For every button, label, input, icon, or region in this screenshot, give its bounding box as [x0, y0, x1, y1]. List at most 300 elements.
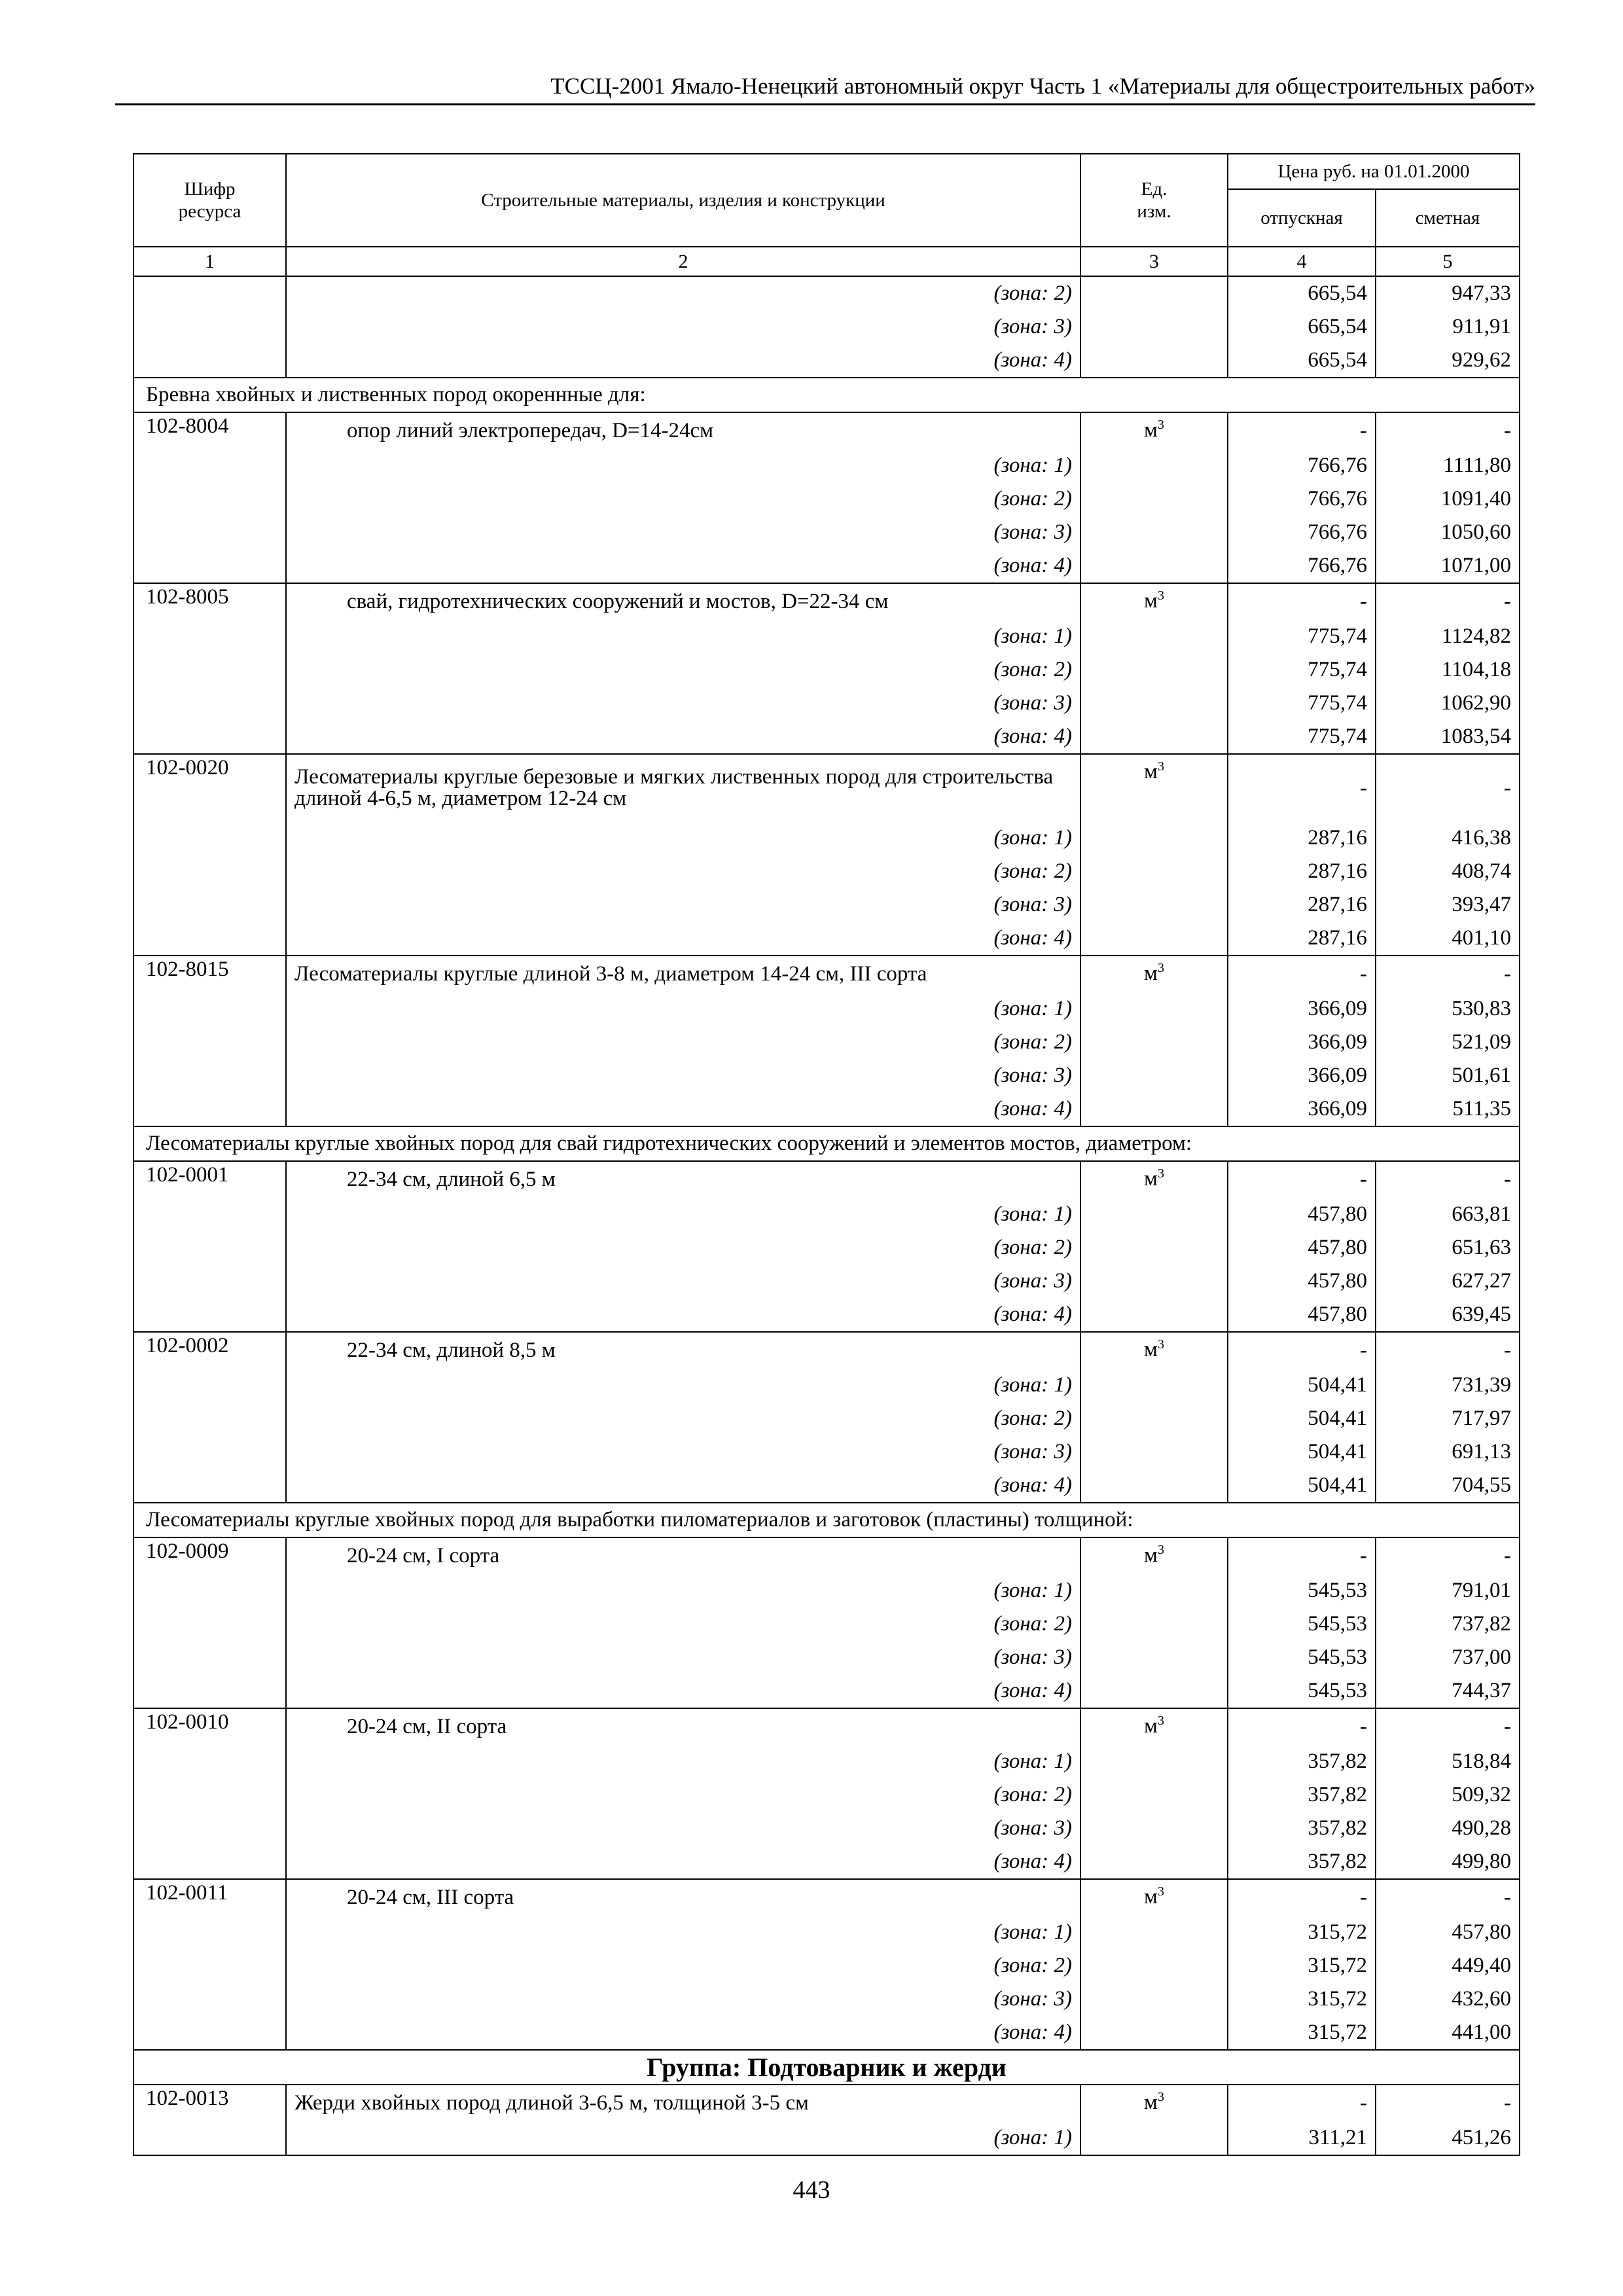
- zone-label: (зона: 3): [286, 687, 1080, 720]
- release-price: 766,76: [1228, 549, 1376, 583]
- estimate-price: 441,00: [1376, 2016, 1520, 2050]
- zone-label: (зона: 1): [286, 449, 1080, 482]
- zone-row: [134, 1845, 1520, 1879]
- estimate-price: -: [1376, 754, 1520, 821]
- zone-row: [134, 1949, 1520, 1982]
- estimate-price: 511,35: [1376, 1092, 1520, 1126]
- release-price: 366,09: [1228, 1092, 1376, 1126]
- item-row: [134, 1161, 1520, 1198]
- resource-code-empty: [134, 310, 286, 344]
- zone-label: (зона: 2): [286, 1949, 1080, 1982]
- unit-empty: [1080, 1435, 1228, 1469]
- section-row: [134, 1126, 1520, 1161]
- release-price: 287,16: [1228, 888, 1376, 922]
- unit-empty: [1080, 888, 1228, 922]
- zone-row: [134, 888, 1520, 922]
- zone-row: [134, 1778, 1520, 1812]
- estimate-price: 451,26: [1376, 2121, 1520, 2155]
- zone-row: [134, 1092, 1520, 1126]
- zone-row: [134, 992, 1520, 1026]
- zone-label: (зона: 4): [286, 549, 1080, 583]
- zone-label: (зона: 4): [286, 1298, 1080, 1332]
- resource-code-empty: [134, 1298, 286, 1332]
- resource-code-empty: [134, 1949, 286, 1982]
- unit-empty: [1080, 1298, 1228, 1332]
- unit-empty: [1080, 1026, 1228, 1059]
- zone-label: (зона: 2): [286, 653, 1080, 687]
- estimate-price: 791,01: [1376, 1574, 1520, 1607]
- estimate-price: -: [1376, 1161, 1520, 1198]
- estimate-price: -: [1376, 956, 1520, 992]
- estimate-price: 1062,90: [1376, 687, 1520, 720]
- release-price: 287,16: [1228, 922, 1376, 956]
- resource-code: 102-0009: [134, 1537, 286, 1574]
- estimate-price: 416,38: [1376, 821, 1520, 855]
- zone-row: [134, 344, 1520, 378]
- unit-label: м: [1144, 760, 1158, 783]
- unit-empty: [1080, 1982, 1228, 2016]
- unit-empty: [1080, 276, 1228, 310]
- resource-code-empty: [134, 1607, 286, 1641]
- zone-label: (зона: 3): [286, 1265, 1080, 1298]
- resource-code-empty: [134, 1745, 286, 1778]
- item-row: [134, 1332, 1520, 1369]
- unit-cell: [1080, 583, 1228, 620]
- release-price: 665,54: [1228, 344, 1376, 378]
- zone-row: [134, 1812, 1520, 1845]
- unit-exponent: 3: [1157, 759, 1164, 774]
- item-row: [134, 583, 1520, 620]
- running-header: [115, 71, 1535, 105]
- zone-label: (зона: 4): [286, 1092, 1080, 1126]
- resource-code-empty: [134, 1265, 286, 1298]
- zone-label: (зона: 1): [286, 620, 1080, 653]
- unit-empty: [1080, 1916, 1228, 1949]
- resource-code-empty: [134, 1674, 286, 1708]
- unit-cell: [1080, 2085, 1228, 2121]
- unit-label: м: [1144, 1167, 1158, 1191]
- estimate-price: 737,82: [1376, 1607, 1520, 1641]
- zone-label: (зона: 3): [286, 1812, 1080, 1845]
- col-number: 5: [1376, 247, 1520, 276]
- unit-exponent: 3: [1157, 1166, 1164, 1181]
- release-price: 457,80: [1228, 1231, 1376, 1265]
- unit-empty: [1080, 549, 1228, 583]
- header-estimate: сметная: [1376, 189, 1520, 247]
- unit-exponent: 3: [1157, 2090, 1164, 2104]
- estimate-price: 704,55: [1376, 1469, 1520, 1503]
- estimate-price: 627,27: [1376, 1265, 1520, 1298]
- release-price: -: [1228, 1332, 1376, 1369]
- resource-code-empty: [134, 992, 286, 1026]
- release-price: 665,54: [1228, 310, 1376, 344]
- estimate-price: -: [1376, 583, 1520, 620]
- unit-label: м: [1144, 1714, 1158, 1738]
- zone-label: (зона: 3): [286, 310, 1080, 344]
- estimate-price: 691,13: [1376, 1435, 1520, 1469]
- resource-code: 102-0002: [134, 1332, 286, 1369]
- unit-exponent: 3: [1157, 1884, 1164, 1899]
- resource-code: 102-0001: [134, 1161, 286, 1198]
- unit-empty: [1080, 1845, 1228, 1879]
- resource-code: 102-8015: [134, 956, 286, 992]
- resource-code: 102-8004: [134, 412, 286, 449]
- header-code-label: Шифр ресурса: [178, 179, 241, 222]
- header-price: Цена руб. на 01.01.2000: [1228, 154, 1520, 189]
- unit-empty: [1080, 1265, 1228, 1298]
- estimate-price: 401,10: [1376, 922, 1520, 956]
- unit-cell: [1080, 412, 1228, 449]
- zone-label: (зона: 1): [286, 2121, 1080, 2155]
- zone-row: [134, 1298, 1520, 1332]
- estimate-price: 744,37: [1376, 1674, 1520, 1708]
- resource-code: 102-0011: [134, 1879, 286, 1916]
- col-number: 2: [286, 247, 1080, 276]
- zone-label: (зона: 1): [286, 992, 1080, 1026]
- zone-label: (зона: 2): [286, 1231, 1080, 1265]
- unit-empty: [1080, 687, 1228, 720]
- release-price: 366,09: [1228, 1059, 1376, 1092]
- estimate-price: -: [1376, 1708, 1520, 1745]
- unit-empty: [1080, 1574, 1228, 1607]
- section-row: [134, 1503, 1520, 1537]
- group-title: Группа: Подтоварник и жерди: [134, 2050, 1520, 2085]
- resource-code-empty: [134, 482, 286, 516]
- unit-exponent: 3: [1157, 1543, 1164, 1557]
- unit-label: м: [1144, 2090, 1158, 2114]
- resource-code-empty: [134, 653, 286, 687]
- unit-empty: [1080, 992, 1228, 1026]
- estimate-price: -: [1376, 412, 1520, 449]
- release-price: 315,72: [1228, 2016, 1376, 2050]
- zone-label: (зона: 1): [286, 821, 1080, 855]
- estimate-price: -: [1376, 1879, 1520, 1916]
- release-price: 315,72: [1228, 1916, 1376, 1949]
- unit-empty: [1080, 1674, 1228, 1708]
- resource-code-empty: [134, 1812, 286, 1845]
- unit-cell: [1080, 1161, 1228, 1198]
- zone-row: [134, 1435, 1520, 1469]
- header-code: [134, 154, 286, 247]
- unit-empty: [1080, 1745, 1228, 1778]
- release-price: 315,72: [1228, 1949, 1376, 1982]
- section-title: Лесоматериалы круглые хвойных пород для выработки пиломатериалов и заготовок (пластины) толщиной:: [134, 1503, 1520, 1537]
- section-row: [134, 378, 1520, 412]
- zone-row: [134, 1916, 1520, 1949]
- zone-row: [134, 653, 1520, 687]
- zone-row: [134, 1231, 1520, 1265]
- release-price: 315,72: [1228, 1982, 1376, 2016]
- estimate-price: 499,80: [1376, 1845, 1520, 1879]
- resource-code: 102-0013: [134, 2085, 286, 2121]
- unit-label: м: [1144, 1338, 1158, 1361]
- unit-empty: [1080, 482, 1228, 516]
- unit-exponent: 3: [1157, 1337, 1164, 1352]
- zone-row: [134, 482, 1520, 516]
- estimate-price: 737,00: [1376, 1641, 1520, 1674]
- resource-code-empty: [134, 720, 286, 754]
- unit-label: м: [1144, 589, 1158, 613]
- estimate-price: 929,62: [1376, 344, 1520, 378]
- item-row: [134, 2085, 1520, 2121]
- zone-row: [134, 2016, 1520, 2050]
- estimate-price: 947,33: [1376, 276, 1520, 310]
- release-price: 457,80: [1228, 1198, 1376, 1231]
- unit-cell: [1080, 1332, 1228, 1369]
- item-row: [134, 1537, 1520, 1574]
- estimate-price: 731,39: [1376, 1369, 1520, 1402]
- release-price: 775,74: [1228, 653, 1376, 687]
- zone-label: (зона: 3): [286, 1435, 1080, 1469]
- release-price: 457,80: [1228, 1265, 1376, 1298]
- estimate-price: 1071,00: [1376, 549, 1520, 583]
- material-name: 20-24 см, I сорта: [286, 1537, 1080, 1574]
- resource-code-empty: [134, 1845, 286, 1879]
- zone-row: [134, 1198, 1520, 1231]
- unit-label: м: [1144, 961, 1158, 985]
- zone-label: (зона: 1): [286, 1745, 1080, 1778]
- zone-label: (зона: 2): [286, 276, 1080, 310]
- zone-label: (зона: 1): [286, 1574, 1080, 1607]
- zone-label: (зона: 1): [286, 1916, 1080, 1949]
- zone-label: (зона: 3): [286, 1059, 1080, 1092]
- resource-code-empty: [134, 888, 286, 922]
- resource-code-empty: [134, 922, 286, 956]
- resource-code-empty: [134, 1369, 286, 1402]
- estimate-price: 509,32: [1376, 1778, 1520, 1812]
- resource-code-empty: [134, 516, 286, 549]
- zone-label: (зона: 4): [286, 1674, 1080, 1708]
- zone-row: [134, 1469, 1520, 1503]
- unit-empty: [1080, 1607, 1228, 1641]
- unit-empty: [1080, 1231, 1228, 1265]
- header-title: ТССЦ-2001 Ямало-Ненецкий автономный округ Часть 1 «Материалы для общестроительных работ»: [550, 73, 1535, 99]
- release-price: -: [1228, 754, 1376, 821]
- resource-code-empty: [134, 1469, 286, 1503]
- release-price: 357,82: [1228, 1745, 1376, 1778]
- unit-label: м: [1144, 418, 1158, 442]
- resource-code-empty: [134, 2121, 286, 2155]
- zone-label: (зона: 2): [286, 855, 1080, 888]
- estimate-price: 1050,60: [1376, 516, 1520, 549]
- estimate-price: 408,74: [1376, 855, 1520, 888]
- release-price: 766,76: [1228, 449, 1376, 482]
- release-price: 504,41: [1228, 1402, 1376, 1435]
- estimate-price: 449,40: [1376, 1949, 1520, 1982]
- unit-empty: [1080, 310, 1228, 344]
- resource-code-empty: [134, 1402, 286, 1435]
- zone-row: [134, 922, 1520, 956]
- material-name: 20-24 см, II сорта: [286, 1708, 1080, 1745]
- unit-empty: [1080, 1402, 1228, 1435]
- estimate-price: 1083,54: [1376, 720, 1520, 754]
- unit-cell: [1080, 754, 1228, 821]
- release-price: 457,80: [1228, 1298, 1376, 1332]
- release-price: 366,09: [1228, 992, 1376, 1026]
- zone-row: [134, 1745, 1520, 1778]
- col-number: 1: [134, 247, 286, 276]
- resource-code-empty: [134, 2016, 286, 2050]
- resource-code-empty: [134, 1982, 286, 2016]
- release-price: 357,82: [1228, 1845, 1376, 1879]
- release-price: 357,82: [1228, 1812, 1376, 1845]
- release-price: 311,21: [1228, 2121, 1376, 2155]
- unit-exponent: 3: [1157, 418, 1164, 432]
- resource-code-empty: [134, 1778, 286, 1812]
- estimate-price: 393,47: [1376, 888, 1520, 922]
- release-price: 545,53: [1228, 1574, 1376, 1607]
- zone-label: (зона: 3): [286, 1982, 1080, 2016]
- material-name: свай, гидротехнических сооружений и мостов, D=22-34 см: [286, 583, 1080, 620]
- estimate-price: 1104,18: [1376, 653, 1520, 687]
- resource-code-empty: [134, 821, 286, 855]
- release-price: -: [1228, 2085, 1376, 2121]
- resource-code-empty: [134, 1574, 286, 1607]
- zone-label: (зона: 2): [286, 1402, 1080, 1435]
- zone-row: [134, 1574, 1520, 1607]
- resource-code-empty: [134, 1026, 286, 1059]
- release-price: -: [1228, 412, 1376, 449]
- release-price: 775,74: [1228, 720, 1376, 754]
- estimate-price: 717,97: [1376, 1402, 1520, 1435]
- col-number: 3: [1080, 247, 1228, 276]
- zone-label: (зона: 4): [286, 922, 1080, 956]
- resource-code-empty: [134, 620, 286, 653]
- group-row: [134, 2050, 1520, 2085]
- unit-empty: [1080, 1092, 1228, 1126]
- table-body: [134, 276, 1520, 2155]
- release-price: 775,74: [1228, 687, 1376, 720]
- unit-empty: [1080, 855, 1228, 888]
- release-price: 366,09: [1228, 1026, 1376, 1059]
- unit-empty: [1080, 922, 1228, 956]
- unit-empty: [1080, 2016, 1228, 2050]
- release-price: 545,53: [1228, 1607, 1376, 1641]
- estimate-price: 490,28: [1376, 1812, 1520, 1845]
- zone-row: [134, 1641, 1520, 1674]
- zone-row: [134, 821, 1520, 855]
- item-row: [134, 956, 1520, 992]
- unit-empty: [1080, 1812, 1228, 1845]
- estimate-price: 518,84: [1376, 1745, 1520, 1778]
- unit-empty: [1080, 1778, 1228, 1812]
- resource-code-empty: [134, 1916, 286, 1949]
- zone-row: [134, 1402, 1520, 1435]
- release-price: 504,41: [1228, 1469, 1376, 1503]
- release-price: 504,41: [1228, 1435, 1376, 1469]
- release-price: 766,76: [1228, 482, 1376, 516]
- zone-label: (зона: 2): [286, 1026, 1080, 1059]
- resource-code-empty: [134, 855, 286, 888]
- unit-empty: [1080, 344, 1228, 378]
- zone-label: (зона: 4): [286, 344, 1080, 378]
- material-name: Жерди хвойных пород длиной 3-6,5 м, толщиной 3-5 см: [286, 2085, 1080, 2121]
- resource-code: 102-0020: [134, 754, 286, 821]
- resource-code: 102-0010: [134, 1708, 286, 1745]
- item-row: [134, 1879, 1520, 1916]
- material-name: Лесоматериалы круглые березовые и мягких лиственных пород для строительства длиной 4-6,5 м, диаметром 12-24 см: [286, 754, 1080, 821]
- zone-row: [134, 855, 1520, 888]
- release-price: 287,16: [1228, 855, 1376, 888]
- zone-row: [134, 1059, 1520, 1092]
- unit-cell: [1080, 1879, 1228, 1916]
- zone-label: (зона: 2): [286, 1607, 1080, 1641]
- section-title: Лесоматериалы круглые хвойных пород для свай гидротехнических сооружений и элементов мостов, диаметром:: [134, 1126, 1520, 1161]
- unit-empty: [1080, 1949, 1228, 1982]
- zone-row: [134, 310, 1520, 344]
- unit-cell: [1080, 956, 1228, 992]
- estimate-price: 501,61: [1376, 1059, 1520, 1092]
- unit-exponent: 3: [1157, 961, 1164, 975]
- zone-row: [134, 1026, 1520, 1059]
- resource-code-empty: [134, 449, 286, 482]
- estimate-price: 639,45: [1376, 1298, 1520, 1332]
- zone-label: (зона: 2): [286, 482, 1080, 516]
- section-title: Бревна хвойных и лиственных пород окореннные для:: [134, 378, 1520, 412]
- estimate-price: 911,91: [1376, 310, 1520, 344]
- estimate-price: 651,63: [1376, 1231, 1520, 1265]
- material-name: 22-34 см, длиной 8,5 м: [286, 1332, 1080, 1369]
- unit-empty: [1080, 620, 1228, 653]
- header-name: Строительные материалы, изделия и конструкции: [286, 154, 1080, 247]
- unit-empty: [1080, 516, 1228, 549]
- zone-label: (зона: 4): [286, 1469, 1080, 1503]
- page-number: 443: [793, 2176, 830, 2204]
- resource-code-empty: [134, 1231, 286, 1265]
- unit-empty: [1080, 720, 1228, 754]
- release-price: 357,82: [1228, 1778, 1376, 1812]
- resource-code-empty: [134, 1198, 286, 1231]
- release-price: 545,53: [1228, 1641, 1376, 1674]
- estimate-price: 521,09: [1376, 1026, 1520, 1059]
- price-table: [133, 153, 1520, 2156]
- resource-code-empty: [134, 549, 286, 583]
- resource-code-empty: [134, 276, 286, 310]
- release-price: 665,54: [1228, 276, 1376, 310]
- unit-empty: [1080, 449, 1228, 482]
- estimate-price: -: [1376, 1537, 1520, 1574]
- zone-label: (зона: 3): [286, 516, 1080, 549]
- resource-code-empty: [134, 1435, 286, 1469]
- estimate-price: 1124,82: [1376, 620, 1520, 653]
- resource-code-empty: [134, 687, 286, 720]
- table-header: [134, 154, 1520, 276]
- unit-empty: [1080, 1198, 1228, 1231]
- zone-label: (зона: 4): [286, 720, 1080, 754]
- material-name: 20-24 см, III сорта: [286, 1879, 1080, 1916]
- release-price: 287,16: [1228, 821, 1376, 855]
- zone-row: [134, 620, 1520, 653]
- zone-row: [134, 1607, 1520, 1641]
- zone-label: (зона: 3): [286, 1641, 1080, 1674]
- zone-row: [134, 687, 1520, 720]
- zone-label: (зона: 3): [286, 888, 1080, 922]
- release-price: -: [1228, 583, 1376, 620]
- zone-row: [134, 720, 1520, 754]
- resource-code-empty: [134, 1059, 286, 1092]
- estimate-price: 457,80: [1376, 1916, 1520, 1949]
- estimate-price: 1091,40: [1376, 482, 1520, 516]
- zone-row: [134, 276, 1520, 310]
- resource-code-empty: [134, 1092, 286, 1126]
- resource-code-empty: [134, 1641, 286, 1674]
- release-price: -: [1228, 1708, 1376, 1745]
- estimate-price: 663,81: [1376, 1198, 1520, 1231]
- zone-row: [134, 516, 1520, 549]
- material-name: опор линий электропередач, D=14-24см: [286, 412, 1080, 449]
- release-price: -: [1228, 1879, 1376, 1916]
- zone-row: [134, 2121, 1520, 2155]
